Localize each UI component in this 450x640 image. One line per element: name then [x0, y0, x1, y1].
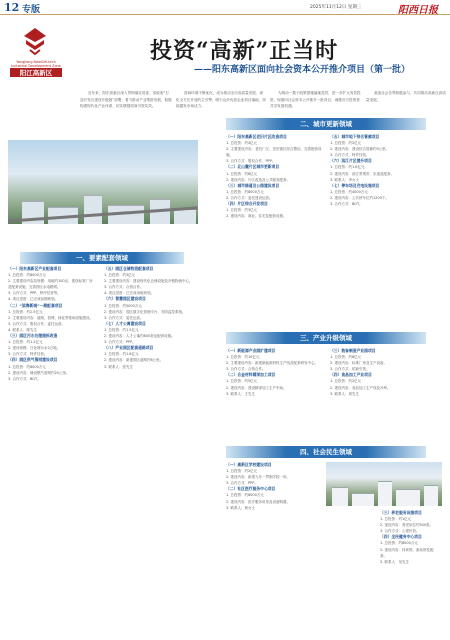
item-line: 2. 建设内容：建设精深加工生产车间。	[226, 385, 287, 390]
item-line: 3. 合作方式：公建民营。	[380, 529, 420, 534]
intro-paragraph: 欢迎社会各界积极参与，共同推动高新区高质量发展。	[366, 91, 446, 102]
item-line: 1. 总投资：约8亿元	[330, 355, 362, 360]
item-line: 1. 总投资：约2.5亿元	[8, 309, 43, 314]
item-line: 3. 联系人：周先生	[330, 391, 359, 396]
item-line: 3. 合作方式：招商引资。	[330, 367, 370, 372]
item-line: 2. 建设内容：食品加工生产线及冷库。	[330, 385, 391, 390]
item-line: 2. 建设内容：铺设燃气管网约20公里。	[8, 370, 70, 375]
item-line: 3. 联系人：李女士	[330, 177, 359, 182]
item-line: 2. 建设内容：人才公寓约800套及配套设施。	[104, 334, 175, 339]
item-line: 1. 总投资：约5亿元	[226, 379, 258, 384]
text-column	[104, 266, 194, 638]
item-line: 2. 建设内容：新建九年一贯制学校一所。	[226, 475, 290, 480]
item-line: 2. 合作方式：委托建设运营。	[226, 195, 273, 200]
intro-paragraph: 为推动一揽子政策措施落地见效，进一步扩大有效投资，现面向社会资本公开推介一批项目，诚邀各方投资者共享发展机遇。	[270, 91, 361, 109]
item-heading: （七）人才公寓建设项目	[104, 320, 146, 326]
item-heading: （七）停车场及充电设施项目	[330, 182, 380, 188]
text-column	[330, 348, 426, 444]
item-line: 1. 总投资：约1亿元	[380, 517, 412, 522]
text-column	[226, 348, 322, 444]
item-heading: （三）城市绿道及公园建设项目	[226, 182, 280, 188]
item-line: 3. 合作方式：BOT。	[330, 202, 363, 207]
item-heading: （八）产业园区配套道路项目	[104, 345, 154, 351]
item-line: 2. 建设内容：体育馆、游泳馆及配套。	[380, 547, 434, 558]
item-line: 3. 合作方式：合资合作。	[226, 367, 266, 372]
item-line: 2. 建设内容：公共停车位约1200个。	[330, 195, 389, 200]
item-line: 2. 建设内容：商业、住宅及配套设施。	[226, 214, 287, 219]
zone-name-english: Yangjiang New&Hi-tech Industrial Development Zone	[11, 60, 61, 68]
hero-photo	[8, 140, 198, 224]
item-line: 1. 总投资：约3亿元	[104, 273, 136, 278]
item-line: 1. 总投资：约2亿元	[226, 469, 258, 474]
item-heading: （三）园区污水处理提标改造	[8, 333, 58, 339]
item-line: 3. 联系人：黄女士	[226, 505, 255, 510]
item-line: 4. 项目进度：已完成用地规划。	[104, 291, 154, 296]
subheadline: ——阳东高新区面向社会资本公开推介项目（第一批）	[194, 65, 411, 75]
item-line: 1. 总投资：约2亿元	[330, 379, 362, 384]
item-line: 2. 建设内容：园区数字化管理平台、安防监控系统。	[104, 309, 186, 314]
section-tab: 四、社会民生领域	[226, 446, 426, 458]
item-heading: （三）装备制造产业园项目	[330, 348, 376, 353]
item-heading: （六）滨江片区提升项目	[330, 158, 372, 164]
headline: 投资“高新”正当时	[150, 38, 339, 64]
item-line: 1. 总投资：约8000万元	[226, 189, 264, 194]
item-line: 2. 主要建设内容：老旧厂区、老旧街区综合整治，完善配套设施。	[226, 147, 322, 158]
item-line: 3. 合作方式：特许经营。	[8, 352, 48, 357]
item-heading: （一）阳东高新区老旧片区改造项目	[226, 134, 287, 139]
item-heading: （二）合金材料精深加工项目	[226, 372, 276, 378]
text-column	[380, 510, 440, 636]
section-tab: 三、产业升级领域	[226, 332, 426, 344]
item-line: 2. 主要建设内容及规模：用地约100亩，建设标准厂房及配套设施，完善园区水电路网。	[8, 279, 93, 290]
item-line: 1. 总投资：约1.5亿元	[104, 327, 139, 332]
section-tab: 一、要素配套领域	[20, 252, 184, 264]
item-line: 3. 合作方式：BOT。	[8, 376, 41, 381]
item-line: 1. 总投资：约8000万元	[8, 273, 46, 278]
item-line: 2. 建设内容：标准厂房及生产设备。	[330, 361, 387, 366]
zone-logo-icon	[18, 26, 52, 56]
item-line: 1. 总投资：约2亿元	[330, 141, 362, 146]
item-line: 2. 建设内容：养老床位约500张。	[380, 523, 434, 528]
item-line: 3. 合作方式：特许经营。	[330, 153, 370, 158]
item-line: 2. 建设内容：建设综合管廊约5公里。	[330, 147, 390, 152]
item-line: 2. 建设内容：片区改造及公共服务配套。	[226, 177, 290, 182]
text-column	[226, 134, 322, 330]
intro-paragraph: 近年来，阳东高新区深入贯彻落实省委、省政府“打造开发区建设升级版”部署，着力推动产业集群发展，积极构建现代化产业体系，切实增强招商引资实效。	[80, 91, 172, 109]
item-line: 2. 建设内容：医疗服务用房及设备购置。	[226, 499, 290, 504]
item-line: 2. 主要建设内容：道路、管网、绿化等基础设施建设。	[8, 315, 93, 320]
dateline: 2025年11月12日 星期三	[310, 5, 362, 10]
paper-logo: 阳西日报	[398, 5, 438, 16]
item-heading: （四）食品加工产业项目	[330, 372, 372, 378]
text-column	[8, 266, 96, 638]
item-heading: （一）高新区学校建设项目	[226, 462, 272, 467]
item-line: 3. 合作方式：PPP。	[104, 340, 136, 345]
item-line: 2. 建设内容：新建园区道路约6公里。	[104, 358, 164, 363]
item-heading: （五）园区仓储物流配套项目	[104, 266, 154, 271]
item-line: 3. 合作方式：委托运营。	[104, 315, 144, 320]
item-heading: （六）智慧园区建设项目	[104, 296, 146, 302]
item-line: 3. 联系人：王先生	[226, 391, 255, 396]
item-line: 1. 总投资：约1.2亿元	[8, 340, 43, 345]
item-line: 2. 主要建设内容：新建新能源材料生产线及配套研发中心。	[226, 361, 318, 366]
item-heading: （四）片区综合开发项目	[226, 201, 268, 207]
item-line: 3. 合作方式：股权合作、委托运营。	[8, 321, 65, 326]
item-heading: （五）城市地下综合管廊项目	[330, 134, 380, 139]
text-column	[226, 462, 322, 636]
page-number: 12	[4, 1, 20, 14]
item-heading: （一）新能源产业园扩建项目	[226, 348, 276, 353]
item-line: 1. 总投资：约1.6亿元	[330, 165, 365, 170]
section-tab: 二、城市更新领域	[226, 118, 426, 130]
item-line: 3. 合作方式：合资合作。	[104, 285, 144, 290]
item-line: 3. 联系人：吴先生	[380, 559, 409, 564]
item-line: 1. 总投资：约1.8亿元	[104, 352, 139, 357]
item-line: 4. 项目进度：已完成前期规划。	[8, 297, 58, 302]
item-line: 1. 总投资：约6000万元	[226, 493, 264, 498]
item-line: 1. 总投资：约10亿元	[226, 355, 260, 360]
item-line: 1. 总投资：约8000万元	[380, 541, 418, 546]
item-line: 4. 联系人：陈先生	[8, 327, 37, 332]
item-heading: （一）阳东高新区产业配套项目	[8, 266, 62, 271]
item-line: 1. 总投资：约3亿元	[226, 208, 258, 213]
section-name: 专版	[22, 5, 41, 15]
item-line: 2. 主要建设内容：建设现代化仓储设施及冷链物流中心。	[104, 279, 193, 284]
item-heading: （三）养老服务设施项目	[380, 510, 422, 515]
item-line: 1. 总投资：约4000万元	[330, 189, 368, 194]
zone-name-chinese: 阳江高新区	[10, 68, 62, 77]
city-photo	[326, 462, 442, 506]
item-line: 1. 总投资：约5000万元	[104, 303, 142, 308]
item-line: 1. 总投资：约6000万元	[8, 364, 46, 369]
item-line: 1. 总投资：约6亿元	[226, 171, 258, 176]
item-heading: （四）园区供气管网建设项目	[8, 357, 58, 363]
item-line: 3. 合作方式：股权合作、PPP。	[226, 159, 276, 164]
intro-paragraph: 营商环境不断优化，成为推动全市高质量发展、深化全方位开放的主引擎，吸引众多优质企业项目落地，持续激发市场活力。	[176, 91, 266, 109]
item-line: 2. 建设内容：滨江景观带、步道及配套。	[330, 171, 394, 176]
text-column	[330, 134, 426, 330]
item-heading: （四）全民健身中心项目	[380, 534, 422, 540]
item-line: 2. 建设规模：日处理污水2万吨。	[8, 346, 61, 351]
item-line: 3. 联系人：张先生	[104, 364, 133, 369]
item-line: 3. 合作方式：PPP。	[226, 481, 258, 486]
page-header	[0, 0, 450, 15]
item-line: 1. 总投资：约4亿元	[226, 141, 258, 146]
item-line: 3. 合作方式：PPP、特许经营等。	[8, 291, 61, 296]
item-heading: （二）北山麓片区城市更新项目	[226, 164, 280, 170]
item-heading: （二）社区医疗服务中心项目	[226, 486, 276, 492]
item-heading: （二）“滨海新城”一期配套项目	[8, 302, 63, 308]
